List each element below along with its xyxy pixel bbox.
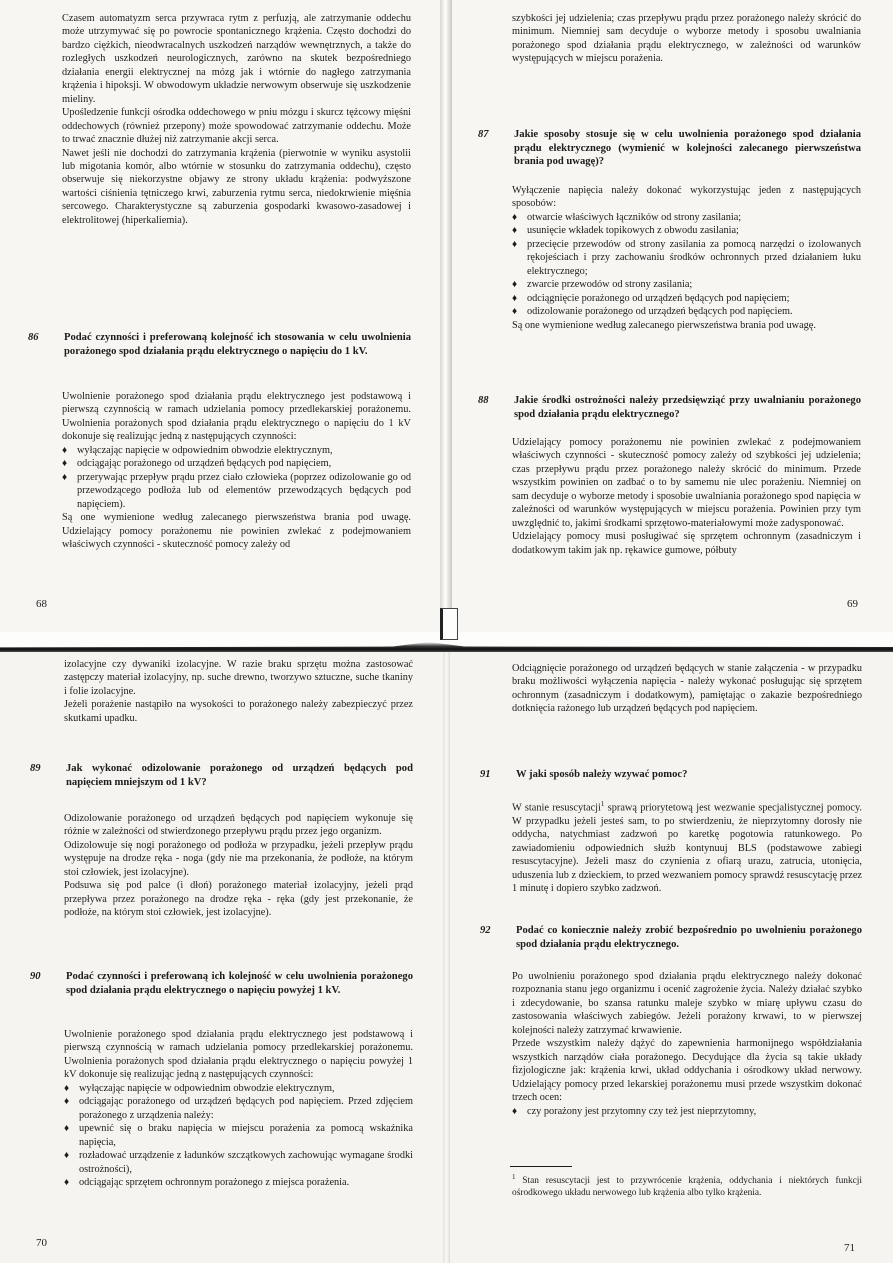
question-text: Jakie sposoby stosuje się w celu uwolnienia porażonego spod działania prądu elektrycznego (wymienić w kolejności zalecanego pierwszeństwa brania pod uwagę)?: [514, 129, 861, 168]
paragraph: szybkości jej udzielenia; czas przepływu prądu przez porażonego należy skrócić do minimum. Niemniej sam decyduje o wyborze metody i sposobu uwalniania porażonego spod działania prądu elektrycznego, w zależności od warunków występujących w miejscu porażenia.: [512, 13, 861, 65]
question-number: 89: [30, 763, 41, 774]
paragraph: [512, 798, 862, 896]
paragraph: Nawet jeśli nie dochodzi do zatrzymania krążenia (pierwotnie w wyniku asystolii lub migotania komór, albo wtórnie w stosunku do zatrzymania oddechu), często obserwuje się niekorzystne objawy ze strony układu krążenia: podwyższone wartości ciśnienia tętniczego krwi, zaburzenia rytmu serca, niedokrwienie mięśnia sercowego. Charakterystyczne są zaburzenia gospodarki kwasowo-zasadowej i elektrolitowej (hiperkaliemia).: [62, 147, 411, 226]
footnote-rule: [510, 1166, 572, 1167]
bullet-list: [62, 444, 411, 511]
list-item: ♦ zwarcie przewodów od strony zasilania;: [512, 278, 861, 291]
footnote: [512, 1172, 862, 1199]
paragraph: Podsuwa się pod palce (i dłoń) porażonego materiał izolacyjny, jeżeli prąd przepływa przez porażonego na drodze ręka - ręka (gdy jest przekonanie, że podłoże, na którym stoi człowiek, jest izolacyjne).: [64, 880, 413, 919]
page-71: [450, 652, 893, 1263]
p71-top-text: [512, 662, 862, 716]
page-68: [0, 0, 440, 632]
paragraph: Udzielający pomocy porażonemu nie powinien zwlekać z podejmowaniem właściwych czynności - skuteczność pomocy zależy od szybkości jej udzielenia; czas przepływu prądu przez porażonego należy skrócić do minimum. Przede wszystkim powinien on zadbać o to by samemu nie ulec porażeniu. Niemniej on sam decyduje o wyborze metody i sposobie uwalniania porażonego spod napięcia w zależności od warunków występujących w miejscu porażenia. Powinien przy tym uwzględnić to, jakimi środkami sprzętowo-materiałowymi może zadysponować.: [512, 437, 861, 529]
paragraph: Wyłączenie napięcia należy dokonać wykorzystując jeden z następujących sposobów:: [512, 185, 861, 210]
page-number: 71: [844, 1242, 855, 1254]
list-item: ♦ odciągając sprzętem ochronnym porażonego z miejsca porażenia.: [64, 1176, 413, 1189]
question-text: Jak wykonać odizolowanie porażonego od urządzeń będących pod napięciem mniejszym od 1 kV?: [66, 763, 413, 788]
bullet-list: [512, 1105, 862, 1118]
p70-top-text: [64, 658, 413, 725]
book-tab-marker: [440, 608, 458, 640]
list-item: ♦ przecięcie przewodów od strony zasilania za pomocą narzędzi o izolowanych rękojeściach i przy zachowaniu środków ochronnych przed działaniem łuku elektrycznego;: [512, 238, 861, 278]
list-item: ♦ otwarcie właściwych łączników od strony zasilania;: [512, 211, 861, 224]
question-number: 91: [480, 769, 491, 780]
question-text: Podać czynności i preferowaną ich kolejność w celu uwolnienia porażonego spod działania prądu elektrycznego o napięciu powyżej 1 kV.: [66, 971, 413, 996]
list-item: ♦ rozładować urządzenie z ładunków szczątkowych zachowując wymagane środki ostrożności),: [64, 1149, 413, 1176]
answer-91: [512, 798, 862, 896]
paragraph: Są one wymienione według zalecanego pierwszeństwa brania pod uwagę. Udzielający pomocy porażonemu nie powinien zwlekać z podejmowaniem właściwych czynności - skuteczność pomocy zależy od: [62, 512, 411, 550]
list-item: ♦ przerywając przepływ prądu przez ciało człowieka (poprzez odizolowanie go od przewodzącego podłoża lub od elementów przewodzących będących pod napięciem).: [62, 471, 411, 511]
list-item: ♦ odizolowanie porażonego od urządzeń będących pod napięciem.: [512, 305, 861, 318]
paragraph: Po uwolnieniu porażonego spod działania prądu elektrycznego należy dokonać rozpoznania stanu jego organizmu i ocenić zagrożenie życia. Należy działać szybko i zdecydowanie, bo szansa ratunku maleje szybko w miarę upływu czasu do zastosowania właściwych zabiegów. Jeżeli porażony krwawi, to w pierwszej kolejności należy zatrzymać krwawienie.: [512, 971, 862, 1036]
paragraph: Są one wymienione według zalecanego pierwszeństwa brania pod uwagę.: [512, 319, 816, 331]
answer-86: [62, 390, 411, 551]
list-item: ♦ odciągnięcie porażonego od urządzeń będących pod napięciem;: [512, 292, 861, 305]
question-number: 88: [478, 395, 489, 406]
bullet-list: [64, 1082, 413, 1190]
paragraph: Przede wszystkim należy dążyć do zapewnienia harmonijnego współdziałania wszystkich narządów ciała porażonego. Decydujące dla życia są takie układy fizjologiczne jak: krążenia krwi, układ oddychania i ośrodkowy układ nerwowy. Udzielający pomocy przed lekarskiej porażonemu musi przede wszystkim dokonać trzech ocen:: [512, 1038, 862, 1104]
question-number: 87: [478, 129, 489, 140]
answer-90: [64, 1028, 413, 1189]
book-gutter: [440, 0, 452, 640]
text-run: sprawą priorytetową jest wezwanie specjalistycznej pomocy. W przypadku jeżeli jesteś sam, to po stwierdzeniu, że nieprzytomny dorosły nie oddycha, natychmiast zadzwoń po karetkę pogotowia ratunkowego. Po zawiadomieniu odpowiednich służb kontynuuj BLS (podstawowe zabiegi resuscytacyjne). Jeżeli masz do czynienia z ofiarą urazu, zatrucia, utonięcia, uduszenia lub z dzieckiem, to przed wezwaniem pomocy sprawdź resuscytację przez 1 minutę i dopiero szybko zadzwoń.: [512, 802, 862, 895]
page-number: 70: [36, 1237, 47, 1249]
p69-top-text: [512, 12, 861, 66]
footnote-number: 1: [512, 1173, 516, 1181]
question-text: W jaki sposób należy wzywać pomoc?: [516, 769, 688, 780]
list-item: ♦ usunięcie wkładek topikowych z obwodu zasilania;: [512, 224, 861, 237]
book-gutter-lower: [443, 652, 450, 1263]
paragraph: Odizolowanie porażonego od urządzeń będących pod napięciem wykonuje się różnie w zależności od stwierdzonego przepływu prądu przez jego organizm.: [64, 813, 413, 838]
page-number: 69: [847, 598, 858, 610]
page-69: [452, 0, 893, 632]
paragraph: Upośledzenie funkcji ośrodka oddechowego w pniu mózgu i skurcz tężcowy mięśni oddechowych (również przepony) może spowodować zatrzymanie oddechu. Może to trwać znacznie dłużej niż zatrzymanie akcji serca.: [62, 107, 411, 146]
paragraph: Uwolnienie porażonego spod działania prądu elektrycznego jest podstawową i pierwszą czynnością w ramach udzielania pomocy przedlekarskiej porażonemu. Uwolnienia porażonych spod działania prądu elektrycznego o napięciu do 1 kV dokonuje się realizując jedną z następujących czynności:: [62, 391, 411, 443]
paragraph: Odizolowuje się nogi porażonego od podłoża w przypadku, jeżeli przepływ prądu występuje na drodze ręka - noga (gdy nie ma przekonania, że podłoże, na którym stoi człowiek, jest izolacyjne).: [64, 839, 413, 878]
page-70: [0, 652, 443, 1263]
paragraph: Jeżeli porażenie nastąpiło na wysokości to porażonego należy zabezpieczyć przez skutkami upadku.: [64, 699, 413, 724]
list-item: ♦ odciągając porażonego od urządzeń będących pod napięciem,: [62, 457, 411, 470]
question-number: 92: [480, 925, 491, 936]
answer-88: [512, 436, 861, 557]
paragraph: Udzielający pomocy musi posługiwać się sprzętem ochronnym (zasadniczym i dodatkowym takim jak np. rękawice gumowe, półbuty: [512, 531, 861, 556]
question-text: Podać co koniecznie należy zrobić bezpośrednio po uwolnieniu porażonego spod działania prądu elektrycznego.: [516, 925, 862, 950]
question-number: 90: [30, 971, 41, 982]
paragraph: Uwolnienie porażonego spod działania prądu elektrycznego jest podstawową i pierwszą czynnością w ramach udzielania pomocy przedlekarskiej porażonemu. Uwolnienia porażonych spod działania prądu elektrycznego o napięciu powyżej 1 kV dokonuje się realizując jedną z następujących czynności:: [64, 1029, 413, 1081]
paragraph: izolacyjne czy dywaniki izolacyjne. W razie braku sprzętu można zastosować zastępczy materiał izolacyjny, np. suche drewno, tworzywo sztuczne, suche tkaniny i folie izolacyjne.: [64, 659, 413, 697]
answer-92: [512, 970, 862, 1118]
page-number: 68: [36, 598, 47, 610]
list-item: ♦ wyłączając napięcie w odpowiednim obwodzie elektrycznym,: [64, 1082, 413, 1095]
answer-89: [64, 812, 413, 920]
answer-87: [512, 184, 861, 332]
list-item: ♦ czy porażony jest przytomny czy też jest nieprzytomny,: [512, 1105, 862, 1118]
list-item: ♦ upewnić się o braku napięcia w miejscu porażenia za pomocą wskaźnika napięcia,: [64, 1122, 413, 1149]
footnote-ref: 1: [600, 800, 605, 808]
p68-top-text: [62, 12, 411, 227]
list-item: ♦ wyłączając napięcie w odpowiednim obwodzie elektrycznym,: [62, 444, 411, 457]
question-text: Jakie środki ostrożności należy przedsięwziąć przy uwalnianiu porażonego spod działania prądu elektrycznego?: [514, 395, 861, 420]
paragraph: Czasem automatyzm serca przywraca rytm z perfuzją, ale zatrzymanie oddechu może utrzymywać się po powrocie spontanicznego krążenia. Często dochodzi do bardzo ciężkich, nieodwracalnych uszkodzeń narządów wewnętrznych, a także do rozległych uszkodzeń neurologicznych, zarówno na skutek bezpośredniego działania energii elektrycznej na mózg jak i wtórnie do nagłego zatrzymania krążenia i hipoksji. W obwodowym układzie nerwowym obserwuje się uszkodzenie mieliny.: [62, 13, 411, 105]
text-run: W stanie resuscytacji: [512, 802, 601, 814]
paragraph: Odciągnięcie porażonego od urządzeń będących w stanie załączenia - w przypadku braku możliwości wyłączenia napięcia - należy wykonać posługując się sprzętem ochronnym (zasadniczym i dodatkowym), pamiętając o zakazie bezpośredniego dotknięcia rażonego lub urządzeń będących pod napięciem.: [512, 663, 862, 715]
list-item: ♦ odciągając porażonego od urządzeń będących pod napięciem. Przed zdjęciem porażonego z urządzenia należy:: [64, 1095, 413, 1122]
footnote-text: Stan resuscytacji jest to przywrócenie krążenia, oddychania i niektórych funkcji ośrodkowego układu nerwowego lub krążenia albo tylko krążenia.: [512, 1176, 863, 1198]
question-number: 86: [28, 332, 39, 343]
question-text: Podać czynności i preferowaną kolejność ich stosowania w celu uwolnienia porażonego spod działania prądu elektrycznego o napięciu do 1 kV.: [64, 332, 411, 357]
bullet-list: [512, 211, 861, 319]
